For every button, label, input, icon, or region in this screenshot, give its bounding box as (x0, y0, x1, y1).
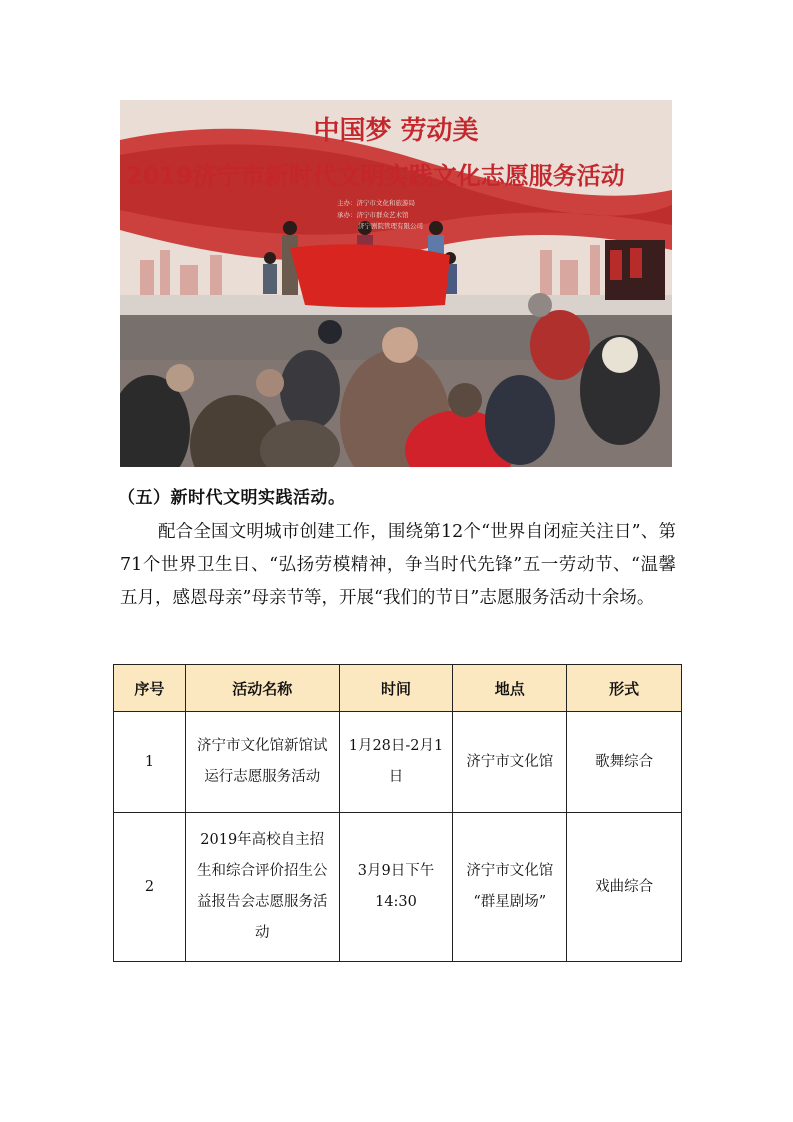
cell-time: 3月9日下午14:30 (339, 813, 453, 962)
cell-name: 2019年高校自主招生和综合评价招生公益报告会志愿服务活动 (185, 813, 339, 962)
cell-form: 戏曲综合 (567, 813, 682, 962)
cell-place (453, 813, 567, 962)
header-place: 地点 (453, 665, 567, 712)
table-row (114, 712, 682, 813)
cell-place-line-2: “群星剧场” (473, 894, 547, 910)
table-row (114, 813, 682, 962)
header-no: 序号 (114, 665, 186, 712)
cell-name: 济宁市文化馆新馆试运行志愿服务活动 (185, 712, 339, 813)
banner-line-1: 中国梦 劳动美 (313, 116, 479, 146)
banner-line-2: 2019济宁市新时代文明实践文化志愿服务活动 (126, 162, 625, 190)
event-photo (120, 100, 672, 467)
header-form: 形式 (567, 665, 682, 712)
header-time: 时间 (339, 665, 453, 712)
slogan-top: 劳模精神 争当时代先锋 劳动者最光荣 (122, 103, 239, 111)
section-heading: （五）新时代文明实践活动。 (118, 488, 346, 508)
organizer-1: 主办：济宁市文化和旅游局 (337, 199, 415, 207)
activities-table (113, 664, 682, 962)
cell-place (453, 712, 567, 813)
cell-form: 歌舞综合 (567, 712, 682, 813)
header-name: 活动名称 (185, 665, 339, 712)
organizer-2: 承办：济宁市群众艺术馆 (337, 211, 409, 219)
organizer-3: 济宁剧院管理有限公司 (358, 222, 423, 230)
cell-place-line-1: 济宁市文化馆 (466, 863, 554, 879)
cell-no: 2 (114, 813, 186, 962)
cell-place-line-1: 济宁市文化馆 (466, 753, 554, 770)
cell-time: 1月28日-2月1日 (339, 712, 453, 813)
table-header-row (114, 665, 682, 712)
cell-no: 1 (114, 712, 186, 813)
body-paragraph: 配合全国文明城市创建工作，围绕第12个“世界自闭症关注日”、第71个世界卫生日、“弘扬劳模精神，争当时代先锋”五一劳动节、“温馨五月，感恩母亲”母亲节等，开展“我们的节日”志愿服务活动十余场。 (120, 522, 676, 608)
